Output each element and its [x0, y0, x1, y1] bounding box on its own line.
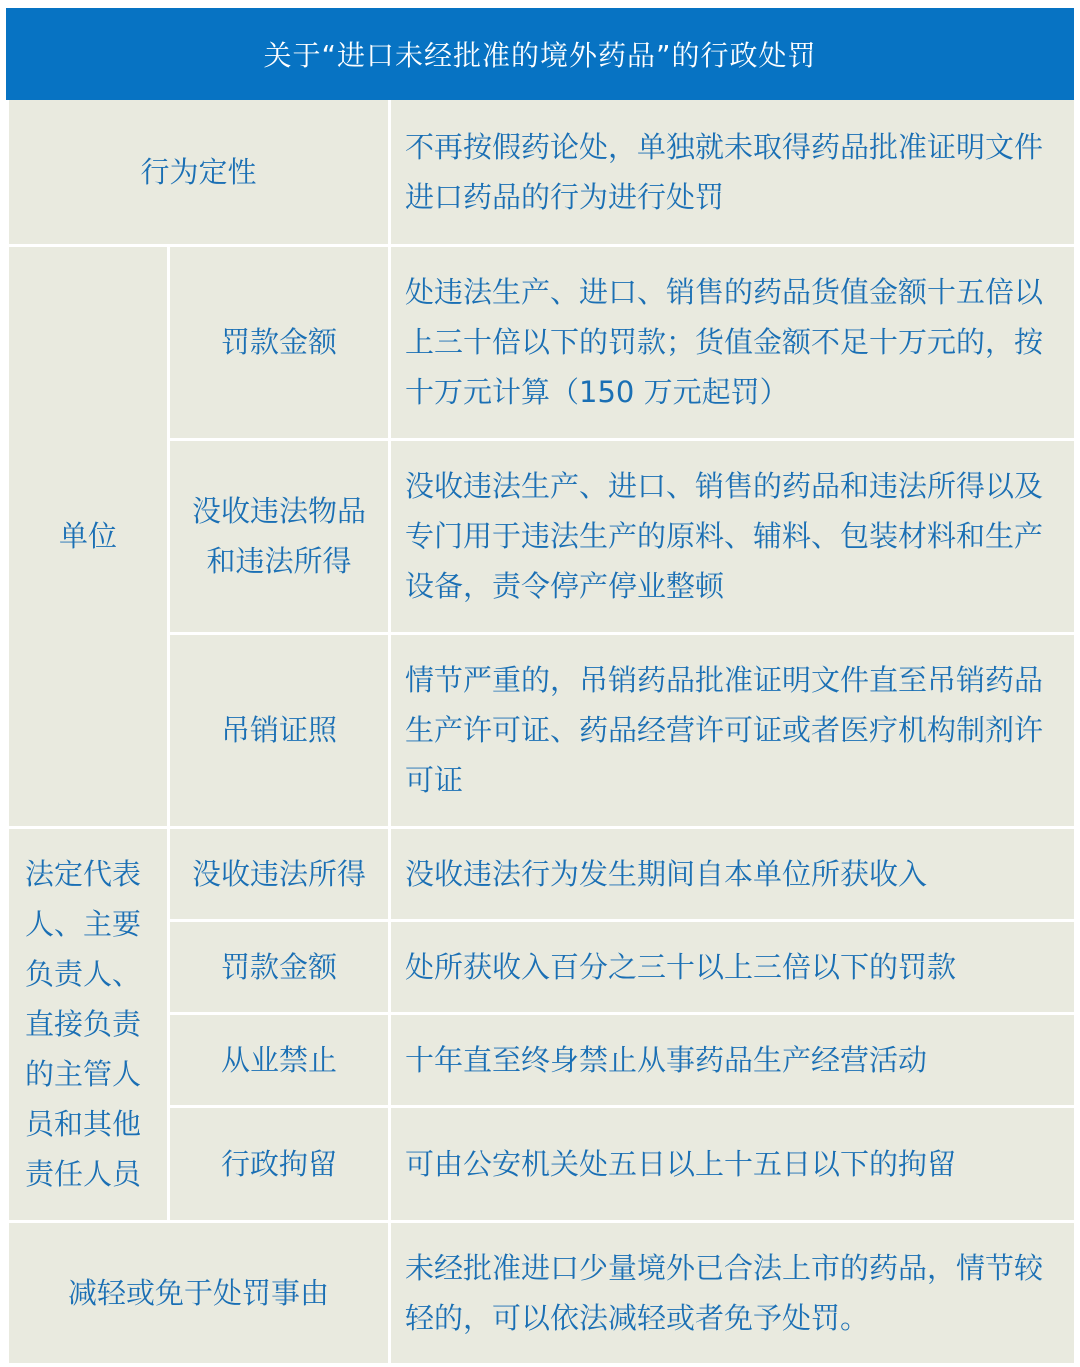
table-row [8, 827, 1076, 920]
persons-item-desc: 没收违法行为发生期间自本单位所获收入 [390, 827, 1076, 920]
table-row [8, 245, 1076, 439]
unit-item-label: 吊销证照 [169, 633, 390, 827]
penalty-table [6, 100, 1077, 1366]
persons-item-desc: 处所获收入百分之三十以上三倍以下的罚款 [390, 920, 1076, 1013]
persons-item-label: 罚款金额 [169, 920, 390, 1013]
mitigation-desc: 未经批准进口少量境外已合法上市的药品，情节较轻的，可以依法减轻或者免予处罚。 [390, 1221, 1076, 1364]
table-title: 关于“进口未经批准的境外药品”的行政处罚 [6, 8, 1074, 100]
table-row [8, 1106, 1076, 1221]
table-row [8, 1221, 1076, 1364]
persons-item-label: 没收违法所得 [169, 827, 390, 920]
table-row [8, 633, 1076, 827]
persons-item-label: 行政拘留 [169, 1106, 390, 1221]
unit-item-label: 罚款金额 [169, 245, 390, 439]
unit-item-desc: 没收违法生产、进口、销售的药品和违法所得以及专门用于违法生产的原料、辅料、包装材料和生产设备，责令停产停业整顿 [390, 439, 1076, 633]
persons-label: 法定代表人、主要负责人、直接负责的主管人员和其他责任人员 [8, 827, 169, 1221]
persons-item-desc: 可由公安机关处五日以上十五日以下的拘留 [390, 1106, 1076, 1221]
table-row [8, 100, 1076, 245]
table-row [8, 439, 1076, 633]
mitigation-label: 减轻或免于处罚事由 [8, 1221, 390, 1364]
penalty-table-container [6, 8, 1074, 1366]
unit-item-desc: 情节严重的，吊销药品批准证明文件直至吊销药品生产许可证、药品经营许可证或者医疗机构制剂许可证 [390, 633, 1076, 827]
persons-item-desc: 十年直至终身禁止从事药品生产经营活动 [390, 1013, 1076, 1106]
nature-label: 行为定性 [8, 100, 390, 245]
table-row [8, 920, 1076, 1013]
unit-label: 单位 [8, 245, 169, 827]
unit-item-desc: 处违法生产、进口、销售的药品货值金额十五倍以上三十倍以下的罚款；货值金额不足十万元的，按十万元计算（150 万元起罚） [390, 245, 1076, 439]
table-row [8, 1013, 1076, 1106]
persons-item-label: 从业禁止 [169, 1013, 390, 1106]
nature-desc: 不再按假药论处，单独就未取得药品批准证明文件进口药品的行为进行处罚 [390, 100, 1076, 245]
unit-item-label: 没收违法物品和违法所得 [169, 439, 390, 633]
